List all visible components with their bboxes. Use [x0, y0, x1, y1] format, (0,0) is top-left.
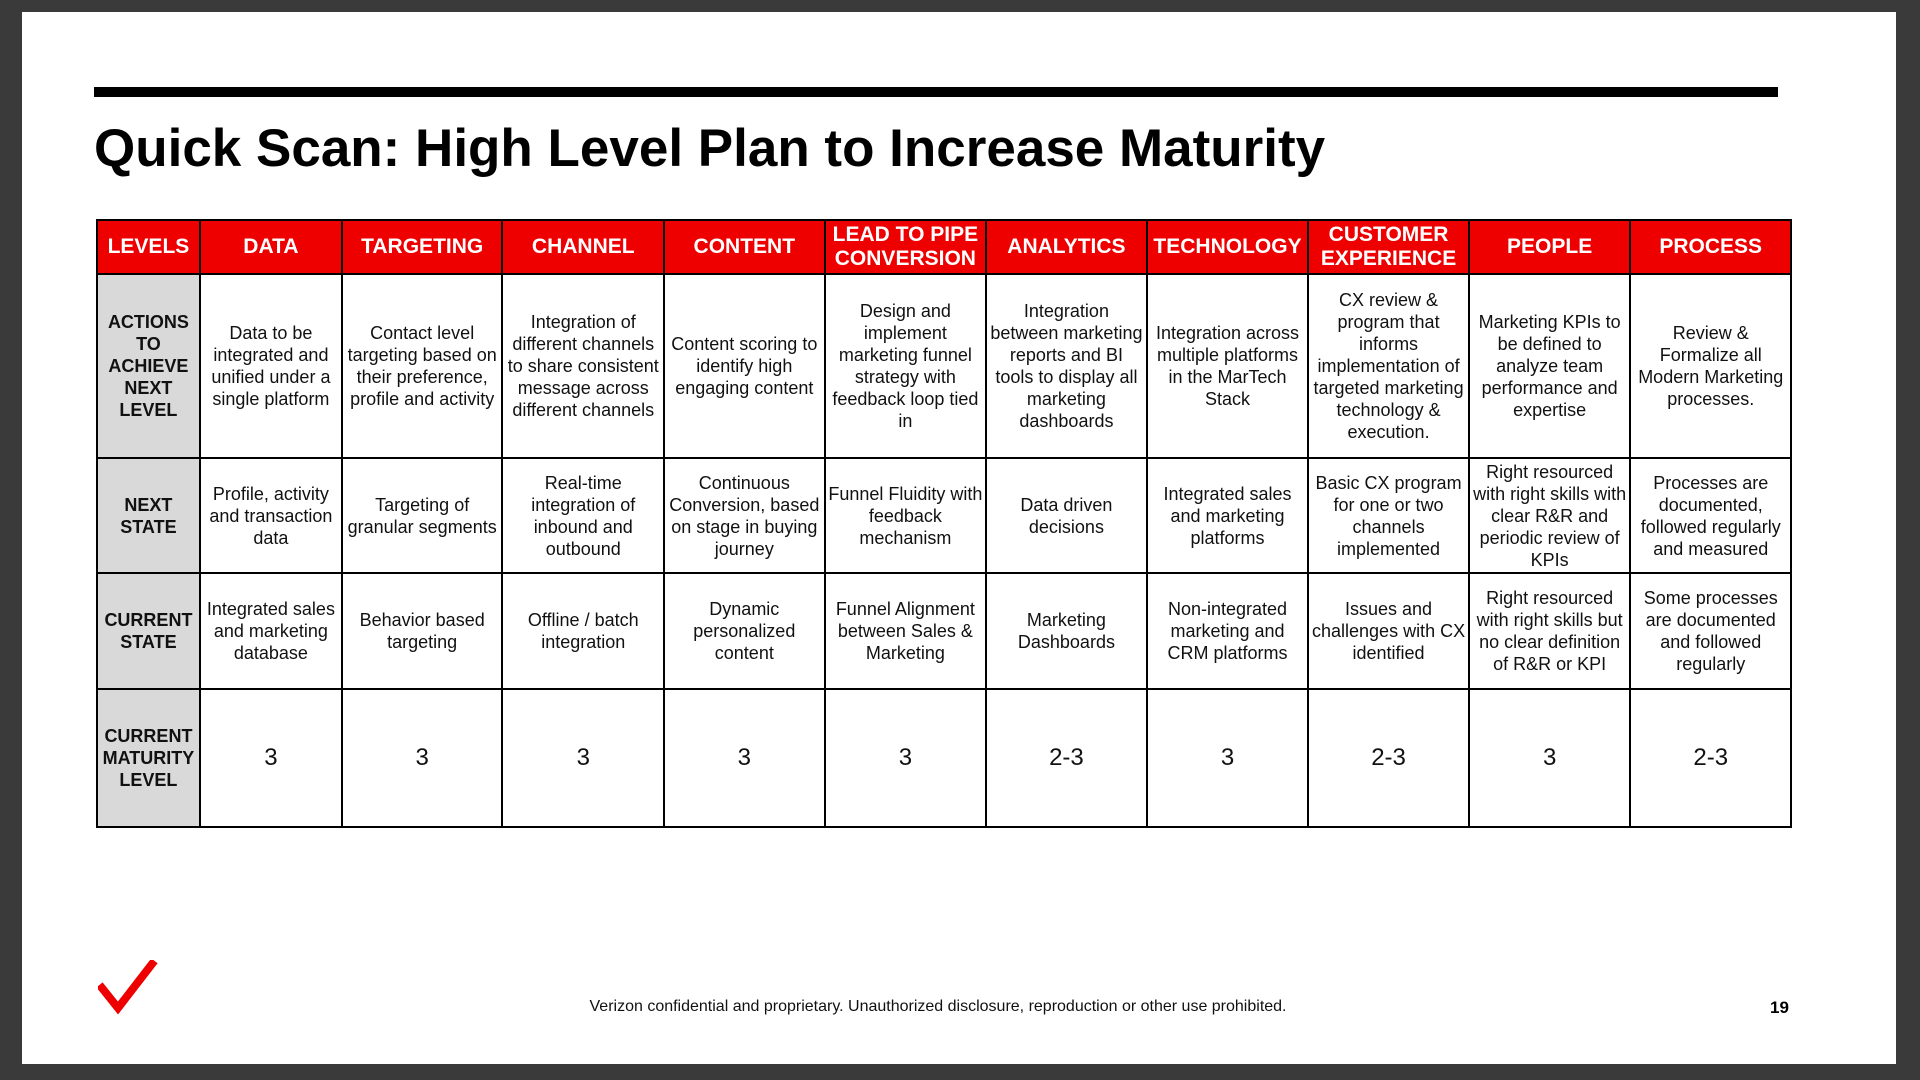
table-cell: Integration of different channels to share consistent message across different channels: [502, 274, 664, 458]
maturity-value: 3: [502, 689, 664, 827]
table-cell: Data driven decisions: [986, 458, 1146, 573]
column-header-customer-experience: CUSTOMER EXPERIENCE: [1308, 220, 1468, 274]
table-cell: Continuous Conversion, based on stage in buying journey: [664, 458, 824, 573]
table-row-actions: [97, 274, 1791, 458]
table-cell: Design and implement marketing funnel strategy with feedback loop tied in: [825, 274, 987, 458]
row-header-next-state: NEXT STATE: [97, 458, 200, 573]
table-cell: Integrated sales and marketing database: [200, 573, 342, 689]
table-cell: Right resourced with right skills with clear R&R and periodic review of KPIs: [1469, 458, 1631, 573]
maturity-table: [96, 219, 1792, 828]
row-header-current-state: CURRENT STATE: [97, 573, 200, 689]
column-header-process: PROCESS: [1630, 220, 1791, 274]
column-header-levels: LEVELS: [97, 220, 200, 274]
table-cell: Integration across multiple platforms in the MarTech Stack: [1147, 274, 1309, 458]
maturity-value: 2-3: [1630, 689, 1791, 827]
table-cell: Marketing Dashboards: [986, 573, 1146, 689]
confidential-notice: Verizon confidential and proprietary. Unauthorized disclosure, reproduction or other use prohibited.: [589, 998, 1287, 1015]
table-cell: Review & Formalize all Modern Marketing processes.: [1630, 274, 1791, 458]
maturity-value: 3: [342, 689, 502, 827]
table-cell: Funnel Alignment between Sales & Marketing: [825, 573, 987, 689]
maturity-value: 2-3: [986, 689, 1146, 827]
table-cell: Profile, activity and transaction data: [200, 458, 342, 573]
table-cell: Processes are documented, followed regularly and measured: [1630, 458, 1791, 573]
row-header-actions: ACTIONS TO ACHIEVE NEXT LEVEL: [97, 274, 200, 458]
maturity-value: 3: [1469, 689, 1631, 827]
column-header-lead-to-pipe: LEAD TO PIPE CONVERSION: [825, 220, 987, 274]
table-cell: Integration between marketing reports and BI tools to display all marketing dashboards: [986, 274, 1146, 458]
column-header-channel: CHANNEL: [502, 220, 664, 274]
table-cell: CX review & program that informs implementation of targeted marketing technology & execution.: [1308, 274, 1468, 458]
column-header-analytics: ANALYTICS: [986, 220, 1146, 274]
table-cell: Behavior based targeting: [342, 573, 502, 689]
table-row-current-state: [97, 573, 1791, 689]
maturity-value: 3: [664, 689, 824, 827]
table-cell: Issues and challenges with CX identified: [1308, 573, 1468, 689]
table-cell: Funnel Fluidity with feedback mechanism: [825, 458, 987, 573]
row-header-maturity-level: CURRENT MATURITY LEVEL: [97, 689, 200, 827]
page-title: Quick Scan: High Level Plan to Increase Maturity: [94, 119, 1326, 178]
footer: [0, 998, 1920, 1016]
table-cell: Right resourced with right skills but no clear definition of R&R or KPI: [1469, 573, 1631, 689]
column-header-technology: TECHNOLOGY: [1147, 220, 1309, 274]
column-header-targeting: TARGETING: [342, 220, 502, 274]
column-header-people: PEOPLE: [1469, 220, 1631, 274]
maturity-value: 3: [825, 689, 987, 827]
table-cell: Basic CX program for one or two channels implemented: [1308, 458, 1468, 573]
maturity-value: 2-3: [1308, 689, 1468, 827]
table-cell: Marketing KPIs to be defined to analyze team performance and expertise: [1469, 274, 1631, 458]
table-cell: Dynamic personalized content: [664, 573, 824, 689]
table-cell: Content scoring to identify high engaging content: [664, 274, 824, 458]
page-number: 19: [1770, 998, 1789, 1017]
table-cell: Real-time integration of inbound and outbound: [502, 458, 664, 573]
column-header-content: CONTENT: [664, 220, 824, 274]
table-row-next-state: [97, 458, 1791, 573]
maturity-value: 3: [200, 689, 342, 827]
header-row: [97, 220, 1791, 274]
maturity-value: 3: [1147, 689, 1309, 827]
title-divider: [94, 87, 1778, 97]
table-cell: Some processes are documented and followed regularly: [1630, 573, 1791, 689]
table-cell: Non-integrated marketing and CRM platforms: [1147, 573, 1309, 689]
table-cell: Contact level targeting based on their preference, profile and activity: [342, 274, 502, 458]
column-header-data: DATA: [200, 220, 342, 274]
table-row-maturity-level: [97, 689, 1791, 827]
table-cell: Integrated sales and marketing platforms: [1147, 458, 1309, 573]
table-cell: Offline / batch integration: [502, 573, 664, 689]
table-cell: Data to be integrated and unified under a single platform: [200, 274, 342, 458]
table-cell: Targeting of granular segments: [342, 458, 502, 573]
